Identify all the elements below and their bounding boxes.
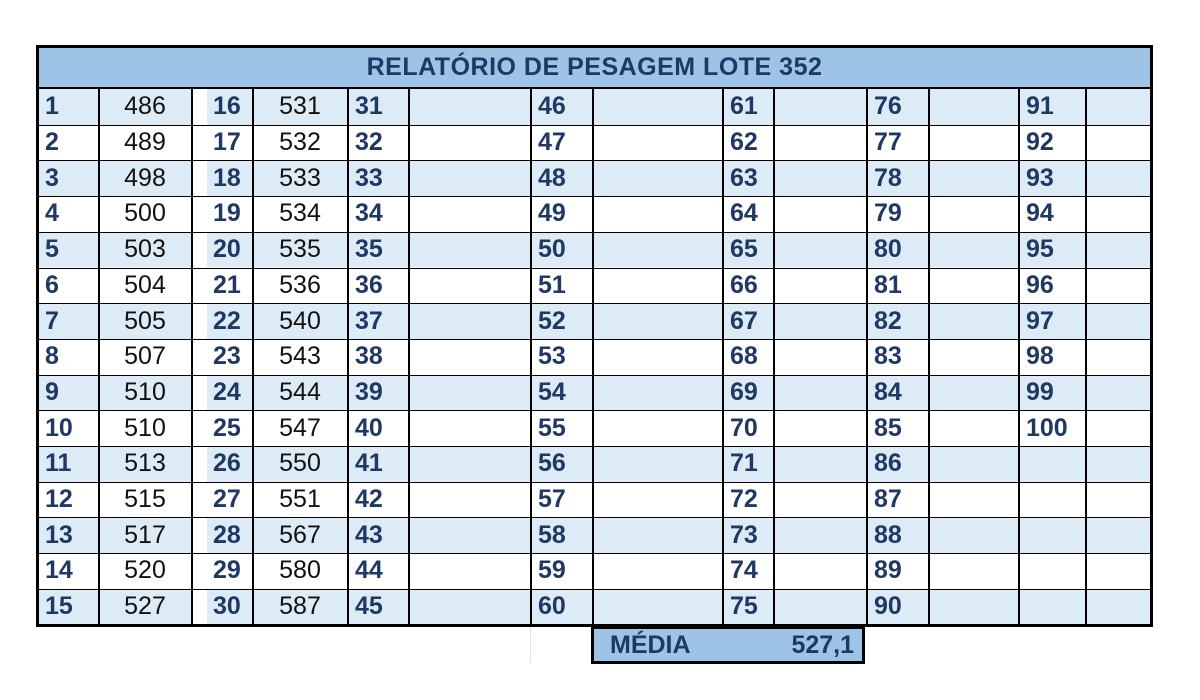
lot-number-cell: 74 bbox=[730, 556, 758, 585]
weight-cell bbox=[1086, 268, 1150, 304]
average-box bbox=[591, 626, 865, 664]
lot-number-cell: 84 bbox=[868, 375, 929, 411]
weight-cell: 587 bbox=[253, 589, 347, 625]
lot-number-cell: 77 bbox=[874, 128, 902, 157]
weight-cell bbox=[593, 446, 722, 482]
report-title: RELATÓRIO DE PESAGEM LOTE 352 bbox=[39, 48, 1150, 89]
weight-cell bbox=[774, 160, 866, 196]
weight-cell bbox=[409, 125, 530, 161]
lot-number-cell: 13 bbox=[39, 517, 99, 553]
lot-number-cell: 69 bbox=[724, 375, 774, 411]
lot-number-cell: 57 bbox=[538, 485, 566, 514]
lot-number-cell: 40 bbox=[355, 413, 383, 442]
weight-cell bbox=[409, 160, 530, 196]
weight-cell bbox=[593, 232, 722, 268]
lot-number-cell: 59 bbox=[538, 556, 566, 585]
lot-number-cell: 41 bbox=[349, 446, 409, 482]
weight-cell: 515 bbox=[124, 485, 166, 514]
weight-cell bbox=[929, 410, 1018, 446]
weight-cell bbox=[929, 375, 1018, 411]
weight-cell bbox=[409, 482, 530, 518]
lot-number-cell: 64 bbox=[730, 199, 758, 228]
lot-number-cell: 46 bbox=[532, 89, 593, 125]
row-divider bbox=[39, 410, 1150, 411]
weight-cell: 540 bbox=[253, 303, 347, 339]
weight-cell: 505 bbox=[99, 303, 191, 339]
weight-cell bbox=[593, 125, 722, 161]
lot-number-cell: 1 bbox=[39, 89, 99, 125]
lot-number-cell: 66 bbox=[730, 270, 758, 299]
lot-number-cell: 37 bbox=[349, 303, 409, 339]
weight-cell bbox=[929, 553, 1018, 589]
lot-number-cell bbox=[1020, 446, 1086, 482]
weight-cell bbox=[409, 517, 530, 553]
weight-cell bbox=[929, 268, 1018, 304]
column-divider bbox=[252, 89, 254, 624]
lot-number-cell: 98 bbox=[1026, 342, 1054, 371]
lot-number-cell: 71 bbox=[724, 446, 774, 482]
lot-number-cell: 31 bbox=[349, 89, 409, 125]
lot-number-cell: 32 bbox=[355, 128, 383, 157]
weight-cell: 536 bbox=[279, 270, 321, 299]
weight-cell bbox=[774, 517, 866, 553]
lot-number-cell: 91 bbox=[1020, 89, 1086, 125]
weight-cell: 510 bbox=[99, 375, 191, 411]
column-divider bbox=[98, 89, 100, 624]
lot-number-cell: 92 bbox=[1026, 128, 1054, 157]
lot-number-cell: 76 bbox=[868, 89, 929, 125]
lot-number-cell: 83 bbox=[874, 342, 902, 371]
lot-number-cell: 30 bbox=[207, 589, 253, 625]
lot-number-cell: 29 bbox=[213, 556, 241, 585]
lot-number-cell: 99 bbox=[1020, 375, 1086, 411]
row-divider bbox=[39, 375, 1150, 376]
lot-number-cell bbox=[1020, 553, 1086, 589]
weight-cell: 532 bbox=[279, 128, 321, 157]
lot-number-cell: 88 bbox=[868, 517, 929, 553]
lot-number-cell: 70 bbox=[730, 413, 758, 442]
weight-cell bbox=[774, 89, 866, 125]
lot-number-cell: 78 bbox=[868, 160, 929, 196]
row-divider bbox=[39, 482, 1150, 483]
weight-cell bbox=[409, 232, 530, 268]
lot-number-cell bbox=[1020, 482, 1086, 518]
weight-cell: 500 bbox=[124, 199, 166, 228]
lot-number-cell: 33 bbox=[349, 160, 409, 196]
weight-cell bbox=[593, 410, 722, 446]
column-divider bbox=[1085, 89, 1087, 624]
lot-number-cell: 27 bbox=[213, 485, 241, 514]
weight-cell bbox=[593, 375, 722, 411]
weight-cell bbox=[1086, 482, 1150, 518]
lot-number-cell: 53 bbox=[538, 342, 566, 371]
weight-cell bbox=[1086, 446, 1150, 482]
lot-number-cell: 14 bbox=[45, 556, 73, 585]
lot-number-cell: 51 bbox=[538, 270, 566, 299]
lot-number-cell: 11 bbox=[39, 446, 99, 482]
weight-cell bbox=[774, 375, 866, 411]
lot-number-cell: 36 bbox=[355, 270, 383, 299]
weight-cell bbox=[409, 589, 530, 625]
weight-cell bbox=[409, 89, 530, 125]
lot-number-cell: 20 bbox=[207, 232, 253, 268]
weighing-report-table bbox=[36, 45, 1153, 627]
lot-number-cell: 79 bbox=[874, 199, 902, 228]
weight-cell bbox=[774, 410, 866, 446]
row-divider bbox=[39, 589, 1150, 590]
weight-cell bbox=[774, 339, 866, 375]
lot-number-cell: 52 bbox=[532, 303, 593, 339]
weight-cell bbox=[593, 517, 722, 553]
weight-cell bbox=[774, 553, 866, 589]
lot-number-cell: 43 bbox=[349, 517, 409, 553]
weight-cell: 580 bbox=[279, 556, 321, 585]
weight-cell bbox=[774, 589, 866, 625]
weight-cell bbox=[1086, 517, 1150, 553]
column-divider bbox=[928, 89, 930, 624]
weight-cell bbox=[1086, 410, 1150, 446]
lot-number-cell bbox=[1020, 517, 1086, 553]
weight-cell: 527 bbox=[99, 589, 191, 625]
lot-number-cell: 49 bbox=[538, 199, 566, 228]
weight-cell: 498 bbox=[99, 160, 191, 196]
lot-number-cell: 80 bbox=[868, 232, 929, 268]
lot-number-cell: 5 bbox=[39, 232, 99, 268]
weight-cell bbox=[593, 589, 722, 625]
weight-cell bbox=[1086, 375, 1150, 411]
weight-cell bbox=[1086, 553, 1150, 589]
weight-cell: 510 bbox=[124, 413, 166, 442]
lot-number-cell: 45 bbox=[349, 589, 409, 625]
lot-number-cell: 93 bbox=[1020, 160, 1086, 196]
average-value: 527,1 bbox=[791, 630, 854, 659]
weight-cell bbox=[593, 303, 722, 339]
lot-number-cell: 81 bbox=[874, 270, 902, 299]
weight-cell bbox=[929, 517, 1018, 553]
lot-number-cell: 60 bbox=[532, 589, 593, 625]
lot-number-cell: 73 bbox=[724, 517, 774, 553]
weight-cell bbox=[774, 232, 866, 268]
weight-cell bbox=[593, 339, 722, 375]
lot-number-cell: 6 bbox=[45, 270, 59, 299]
lot-number-cell: 4 bbox=[45, 199, 59, 228]
lot-number-cell: 75 bbox=[724, 589, 774, 625]
lot-number-cell: 25 bbox=[213, 413, 241, 442]
weight-cell bbox=[409, 339, 530, 375]
lot-number-cell: 85 bbox=[874, 413, 902, 442]
lot-number-cell: 96 bbox=[1026, 270, 1054, 299]
weight-cell: 489 bbox=[124, 128, 166, 157]
average-label: MÉDIA bbox=[610, 630, 691, 659]
weight-cell: 550 bbox=[253, 446, 347, 482]
weight-cell bbox=[774, 125, 866, 161]
lot-number-cell: 48 bbox=[532, 160, 593, 196]
lot-number-cell: 3 bbox=[39, 160, 99, 196]
weight-cell bbox=[409, 553, 530, 589]
weight-cell bbox=[1086, 232, 1150, 268]
weights-grid bbox=[39, 89, 1150, 624]
lot-number-cell: 39 bbox=[349, 375, 409, 411]
weight-cell bbox=[593, 268, 722, 304]
row-divider bbox=[39, 303, 1150, 304]
weight-cell: 567 bbox=[253, 517, 347, 553]
lot-number-cell bbox=[1020, 589, 1086, 625]
lot-number-cell: 47 bbox=[538, 128, 566, 157]
weight-cell bbox=[409, 375, 530, 411]
weight-cell bbox=[1086, 589, 1150, 625]
lot-number-cell: 2 bbox=[45, 128, 59, 157]
lot-number-cell: 62 bbox=[730, 128, 758, 157]
lot-number-cell: 56 bbox=[532, 446, 593, 482]
weight-cell bbox=[1086, 303, 1150, 339]
weight-cell bbox=[593, 553, 722, 589]
column-divider bbox=[592, 89, 594, 624]
weight-cell: 543 bbox=[279, 342, 321, 371]
weight-cell: 503 bbox=[99, 232, 191, 268]
weight-cell: 544 bbox=[253, 375, 347, 411]
lot-number-cell: 63 bbox=[724, 160, 774, 196]
weight-cell: 535 bbox=[253, 232, 347, 268]
lot-number-cell: 54 bbox=[532, 375, 593, 411]
weight-cell bbox=[929, 160, 1018, 196]
lot-number-cell: 82 bbox=[868, 303, 929, 339]
row-divider bbox=[39, 125, 1150, 126]
weight-cell bbox=[774, 268, 866, 304]
lot-number-cell: 94 bbox=[1026, 199, 1054, 228]
weight-cell bbox=[774, 482, 866, 518]
row-divider bbox=[39, 232, 1150, 233]
weight-cell bbox=[1086, 160, 1150, 196]
row-divider bbox=[39, 446, 1150, 447]
lot-number-cell: 72 bbox=[730, 485, 758, 514]
lot-number-cell: 16 bbox=[207, 89, 253, 125]
lot-number-cell: 38 bbox=[355, 342, 383, 371]
row-divider bbox=[39, 268, 1150, 269]
lot-number-cell: 34 bbox=[355, 199, 383, 228]
weight-cell bbox=[929, 339, 1018, 375]
row-divider bbox=[39, 196, 1150, 197]
weight-cell: 547 bbox=[279, 413, 321, 442]
weight-cell: 504 bbox=[124, 270, 166, 299]
weight-cell: 513 bbox=[99, 446, 191, 482]
weight-cell: 551 bbox=[279, 485, 321, 514]
column-divider bbox=[773, 89, 775, 624]
lot-number-cell: 100 bbox=[1026, 413, 1068, 442]
weight-cell bbox=[1086, 196, 1150, 232]
lot-number-cell: 23 bbox=[213, 342, 241, 371]
lot-number-cell: 22 bbox=[207, 303, 253, 339]
column-divider bbox=[408, 89, 410, 624]
weight-cell bbox=[1086, 89, 1150, 125]
lot-number-cell: 15 bbox=[39, 589, 99, 625]
weight-cell bbox=[1086, 125, 1150, 161]
lot-number-cell: 90 bbox=[868, 589, 929, 625]
lot-number-cell: 17 bbox=[213, 128, 241, 157]
weight-cell bbox=[593, 89, 722, 125]
lot-number-cell: 12 bbox=[45, 485, 73, 514]
row-divider bbox=[39, 553, 1150, 554]
weight-cell bbox=[409, 268, 530, 304]
lot-number-cell: 24 bbox=[207, 375, 253, 411]
lot-number-cell: 26 bbox=[207, 446, 253, 482]
lot-number-cell: 61 bbox=[724, 89, 774, 125]
lot-number-cell: 42 bbox=[355, 485, 383, 514]
weight-cell bbox=[929, 125, 1018, 161]
weight-cell: 533 bbox=[253, 160, 347, 196]
lot-number-cell: 28 bbox=[207, 517, 253, 553]
weight-cell bbox=[929, 232, 1018, 268]
weight-cell bbox=[774, 303, 866, 339]
lot-number-cell: 19 bbox=[213, 199, 241, 228]
row-divider bbox=[39, 160, 1150, 161]
weight-cell bbox=[929, 303, 1018, 339]
weight-cell bbox=[929, 482, 1018, 518]
row-divider bbox=[39, 339, 1150, 340]
weight-cell: 534 bbox=[279, 199, 321, 228]
weight-cell bbox=[409, 196, 530, 232]
lot-number-cell: 65 bbox=[724, 232, 774, 268]
group-divider bbox=[191, 89, 193, 624]
lot-number-cell: 18 bbox=[207, 160, 253, 196]
row-divider bbox=[39, 517, 1150, 518]
weight-cell: 486 bbox=[99, 89, 191, 125]
weight-cell: 531 bbox=[253, 89, 347, 125]
faint-divider bbox=[530, 627, 531, 663]
weight-cell bbox=[929, 589, 1018, 625]
weight-cell bbox=[774, 446, 866, 482]
lot-number-cell: 35 bbox=[349, 232, 409, 268]
weight-cell: 520 bbox=[124, 556, 166, 585]
lot-number-cell: 68 bbox=[730, 342, 758, 371]
lot-number-cell: 7 bbox=[39, 303, 99, 339]
weight-cell bbox=[593, 482, 722, 518]
lot-number-cell: 86 bbox=[868, 446, 929, 482]
lot-number-cell: 44 bbox=[355, 556, 383, 585]
weight-cell bbox=[929, 89, 1018, 125]
lot-number-cell: 67 bbox=[724, 303, 774, 339]
weight-cell bbox=[929, 446, 1018, 482]
lot-number-cell: 21 bbox=[213, 270, 241, 299]
lot-number-cell: 87 bbox=[874, 485, 902, 514]
lot-number-cell: 8 bbox=[45, 342, 59, 371]
weight-cell bbox=[593, 196, 722, 232]
weight-cell bbox=[593, 160, 722, 196]
lot-number-cell: 9 bbox=[39, 375, 99, 411]
weight-cell: 507 bbox=[124, 342, 166, 371]
lot-number-cell: 95 bbox=[1020, 232, 1086, 268]
lot-number-cell: 58 bbox=[532, 517, 593, 553]
weight-cell bbox=[1086, 339, 1150, 375]
weight-cell bbox=[409, 410, 530, 446]
lot-number-cell: 50 bbox=[532, 232, 593, 268]
weight-cell bbox=[929, 196, 1018, 232]
lot-number-cell: 97 bbox=[1020, 303, 1086, 339]
weight-cell bbox=[774, 196, 866, 232]
lot-number-cell: 89 bbox=[874, 556, 902, 585]
lot-number-cell: 55 bbox=[538, 413, 566, 442]
weight-cell bbox=[409, 303, 530, 339]
weight-cell: 517 bbox=[99, 517, 191, 553]
weight-cell bbox=[409, 446, 530, 482]
lot-number-cell: 10 bbox=[45, 413, 73, 442]
